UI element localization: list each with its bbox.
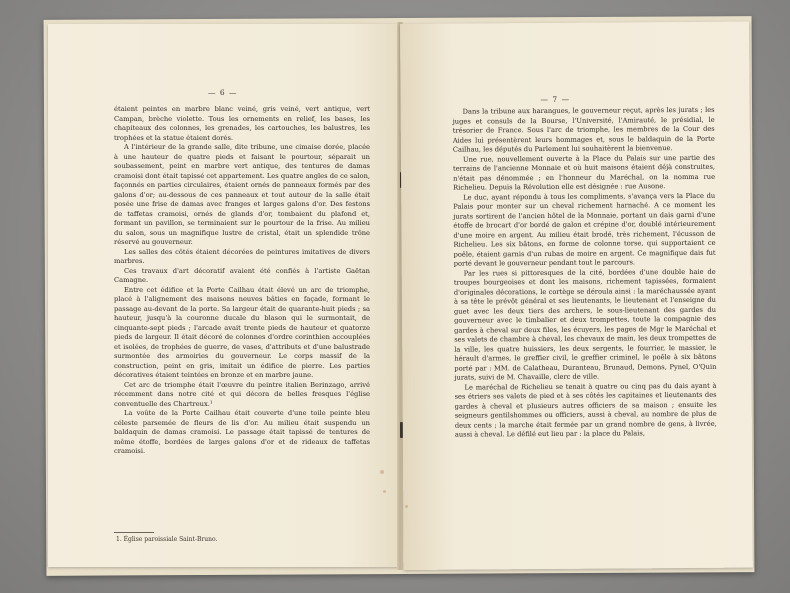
paragraph: La voûte de la Porte Cailhau était couverte d'une toile peinte bleu céleste parsemée de fleurs de lis d'or. Au milieu était suspendu un baldaquin de damas cramoisi. Le passage était tapissé de tentures de même étoffe, bordées de larges galons d'or et de rideaux de taffetas cramoisi. xyxy=(114,409,370,455)
paragraph: Le duc, ayant répondu à tous les compliments, s'avança vers la Place du Palais pour monter sur un cheval richement harnaché. A ce moment les jurats sortirent de l'ancien hôtel de la Monnaie, portant un dais garni d'une étoffe de brocart d'or bordé de galon et crépine d'or, doublé intérieurement d'une moire en argent. Au milieu était brodé, très richement, l'écusson de Richelieu. Les six bâtons, en forme de colonne torse, qui supportaient ce poêle, étaient garnis d'un rubas de moire en argent. Ce magnifique dais fut porté devant le gouverneur pendant tout le parcours. xyxy=(453,191,716,268)
foxing-spot xyxy=(383,490,386,493)
foxing-spot xyxy=(380,470,384,474)
paragraph: Par les rues si pittoresques de la cité, bordées d'une double haie de troupes bourgeoises et dont les maisons, richement tapissées, formaient d'originales décorations, le cortège se déroula ainsi : la maréchaussée ayant à sa tête le prévôt général et ses lieutenants, le lieutenant et l'enseigne du guet avec les deux tiers des archers, le sous-lieutenant des gardes du gouverneur avec le timbalier et deux trompettes, toute la compagnie des gardes à cheval sur deux files, les écuyers, les pages de Mgr le Maréchal et ses valets de chambre à cheval, les chevaux de main, les deux trompettes de la ville, les quatre huissiers, les deux sergents, le fourrier, le massier, le hérault d'armes, le greffier civil, le greffier criminel, le poêle à six bâtons porté par : MM. de Calatheau, Duranteau, Brunaud, Demons, Pynel, O'Quin jurats, suivi de M. Chavaille, clerc de ville. xyxy=(453,267,717,382)
foxing-spot xyxy=(405,505,408,508)
paragraph: Ces travaux d'art décoratif avaient été confiés à l'artiste Gaëtan Camagne. xyxy=(114,266,370,284)
paragraph: Entre cet édifice et la Porte Cailhau était élevé un arc de triomphe, placé à l'alignement des maisons neuves bâties en façade, formant le passage au-devant de la porte. Sa largeur était de quarante-huit pieds ; sa hauteur, jusqu'à la couronne ducale du blason qui le surmontait, de cinquante-sept pieds ; l'arcade avait trente pieds de hauteur et quatorze pieds de largeur. Il était décoré de colonnes d'ordre corinthien accouplées et isolées, de trophées de guerre, de vases, d'attributs et d'une balustrade surmontée des armoiries du gouverneur. Le corps massif de la construction, peint en gris, imitait un édifice de pierre. Les parties décoratives étaient teintées en bronze et en marbre jaune. xyxy=(114,285,370,379)
right-page xyxy=(400,22,753,570)
paragraph: Une rue, nouvellement ouverte à la Place du Palais sur une partie des terrains de l'ancienne Monnaie et où huit maisons étaient déjà construites, n'était pas dénommée ; en l'honneur du Maréchal, on la nomma rue Richelieu. Depuis la Révolution elle est désignée : rue Ausone. xyxy=(452,153,716,192)
paragraph: Cet arc de triomphe était l'œuvre du peintre italien Berinzago, arrivé récemment dans notre cité et qui décora de belles fresques l'église conventuelle des Chartreux.¹ xyxy=(114,380,370,408)
page-number-left: — 6 — xyxy=(208,88,238,97)
left-page xyxy=(48,24,400,567)
left-page-body xyxy=(114,105,370,457)
paragraph: Les salles des côtés étaient décorées de peintures imitatives de divers marbres. xyxy=(114,247,370,265)
paragraph: Dans la tribune aux harangues, le gouverneur reçut, après les jurats ; les juges et consuls de la Bourse, l'Université, l'Amirauté, le présidial, le trésorier de France. Sous l'arc de triomphe, les membres de la Cour des Aides lui présentèrent leurs hommages et, sous le baldaquin de la Porte Cailhau, les députés du Parlement lui souhaitèrent la bienvenue. xyxy=(452,105,715,154)
footnote: 1. Église paroissiale Saint-Bruno. xyxy=(116,536,218,543)
right-page-body xyxy=(453,106,717,440)
page-number-right: — 7 — xyxy=(540,94,571,105)
footnote-rule xyxy=(114,532,154,533)
paragraph: A l'intérieur de la grande salle, dite tribune, une cimaise dorée, placée à une hauteur de quatre pieds et faisant le pourtour, séparait un soubassement, peint en marbre vert antique, des tentures de damas cramoisi dont était tapissé cet appartement. Les quatre angles de ce salon, façonnés en parties circulaires, étaient ornés de panneaux formés par des galons d'or; au-dessous de ces panneaux et tout autour de la salle était posée une frise de damas avec franges et larges galons d'or. Des festons de taffetas cramoisi, ornés de glands d'or, tombaient du plafond et, formant un pavillon, se terminaient sur le pourtour de la frise. Au milieu du salon, sous un magnifique lustre de cristal, était un splendide trône réservé au gouverneur. xyxy=(114,143,370,246)
paragraph: Le maréchal de Richelieu se tenait à quatre ou cinq pas du dais ayant à ses étriers ses valets de pied et à ses côtés les capitaines et lieutenants des gardes à cheval et plusieurs autres officiers de sa maison ; ensuite les seigneurs gentilshommes ou officiers, aussi à cheval, au nombre de plus de deux cents ; la marche était fermée par un grand nombre de gens, à livrée, aussi à cheval. Le défilé eut lieu par : la place du Palais, xyxy=(454,381,717,439)
paragraph: étaient peintes en marbre blanc veiné, gris veiné, vert antique, vert Campan, brèche violette. Tous les ornements en relief, les bases, les chapiteaux des colonnes, les grenades, les cartouches, les balustres, les trophées et la statue étaient dorés. xyxy=(114,105,370,142)
